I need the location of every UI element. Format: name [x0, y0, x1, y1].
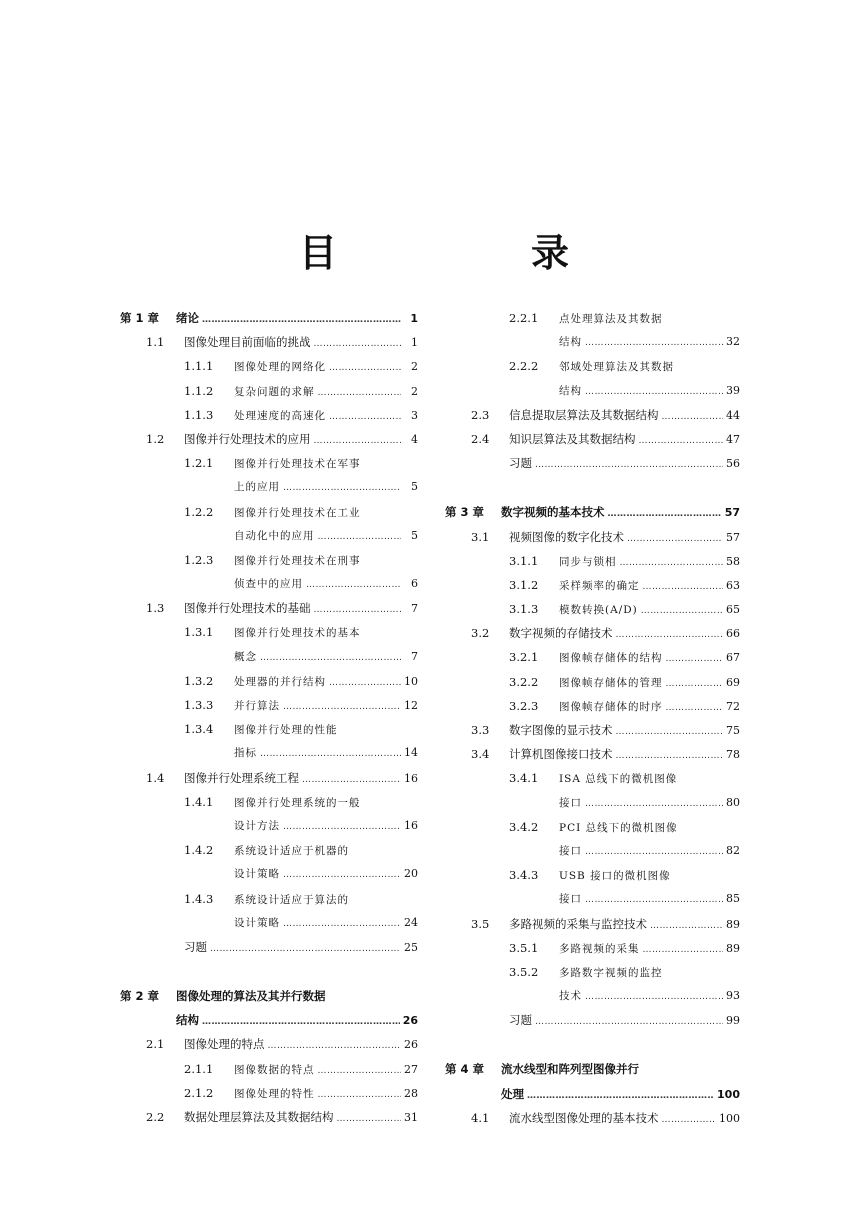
toc-entry	[120, 306, 418, 330]
toc-entry-title: 知识层算法及其数据结构	[509, 431, 636, 446]
toc-entry	[445, 306, 740, 330]
toc-entry-page: 67	[726, 651, 740, 665]
toc-entry-title: 图像并行处理技术的基础	[184, 601, 311, 616]
toc-entry	[120, 500, 418, 524]
toc-entry-number: 3.4.1	[509, 771, 539, 786]
toc-entry-page: 100	[719, 1111, 740, 1125]
toc-entry	[120, 548, 418, 572]
toc-left-column	[120, 306, 418, 1129]
toc-entry	[120, 645, 418, 669]
toc-entry-title: 习题	[509, 1013, 532, 1028]
toc-leader-dots	[302, 768, 401, 792]
toc-entry-title: 接口	[559, 796, 582, 809]
toc-entry	[445, 815, 740, 839]
toc-entry-page: 4	[411, 432, 418, 446]
toc-entry-number: 2.1	[146, 1037, 165, 1052]
toc-leader-dots	[318, 1083, 402, 1107]
toc-leader-dots	[329, 356, 401, 380]
toc-entry-page: 47	[726, 432, 740, 446]
toc-entry-page: 63	[726, 578, 740, 592]
toc-entry-page: 100	[717, 1087, 740, 1101]
toc-entry-number: 3.5	[471, 916, 490, 931]
toc-leader-dots	[666, 647, 724, 671]
toc-entry-page: 25	[404, 940, 418, 954]
toc-entry-title: 图像数据的特点	[234, 1063, 315, 1076]
toc-entry	[445, 379, 740, 403]
toc-entry	[120, 330, 418, 354]
toc-entry-title: 设计策略	[234, 868, 280, 881]
toc-leader-dots	[666, 672, 724, 696]
toc-leader-dots	[641, 599, 723, 623]
toc-entry-page: 7	[411, 602, 418, 616]
toc-entry-number: 2.2.2	[509, 359, 539, 374]
toc-entry-title: 侦查中的应用	[234, 578, 303, 591]
toc-entry-title: ISA 总线下的微机图像	[559, 773, 678, 786]
toc-leader-dots	[650, 914, 723, 938]
toc-entry-title: 图像并行处理的性能	[234, 724, 338, 737]
toc-entry-title: 图像并行处理技术在工业	[234, 506, 361, 519]
toc-entry-title: 点处理算法及其数据	[559, 313, 663, 325]
toc-entry-number: 1.1.3	[184, 407, 214, 422]
toc-entry-page: 27	[404, 1062, 418, 1076]
toc-entry-page: 66	[726, 627, 740, 641]
toc-leader-dots	[608, 502, 722, 526]
toc-leader-dots	[535, 1010, 723, 1034]
toc-entry	[120, 451, 418, 475]
toc-entry-title: 概念	[234, 650, 257, 663]
toc-entry-page: 16	[404, 818, 418, 832]
toc-entry-page: 99	[726, 1014, 740, 1028]
toc-leader-dots	[314, 332, 402, 356]
toc-entry-page: 44	[726, 408, 740, 422]
toc-entry-page: 78	[726, 748, 740, 762]
toc-leader-dots	[616, 744, 724, 768]
toc-entry-page: 28	[404, 1086, 418, 1100]
toc-leader-dots	[643, 575, 724, 599]
toc-entry	[120, 741, 418, 765]
toc-entry	[120, 935, 418, 959]
toc-entry-title: 流水线型和阵列型图像并行	[501, 1062, 639, 1077]
toc-entry-page: 93	[726, 989, 740, 1003]
toc-leader-dots	[616, 720, 724, 744]
toc-leader-dots	[202, 308, 401, 332]
toc-entry-page: 10	[404, 674, 418, 688]
toc-entry	[120, 862, 418, 886]
toc-entry-page: 72	[726, 699, 740, 713]
toc-leader-dots	[662, 405, 724, 429]
toc-leader-dots	[210, 937, 401, 961]
toc-leader-dots	[318, 1059, 402, 1083]
toc-entry-title: 指标	[234, 747, 257, 760]
toc-entry	[120, 572, 418, 596]
toc-entry-title: 流水线型图像处理的基本技术	[509, 1110, 659, 1125]
toc-entry-number: 1.2.1	[184, 456, 214, 471]
toc-leader-dots	[620, 551, 724, 575]
toc-leader-dots	[260, 742, 401, 766]
toc-entry-title: 多路视频的采集与监控技术	[509, 916, 647, 931]
toc-right-column	[445, 306, 740, 1130]
toc-entry-page: 32	[726, 335, 740, 349]
toc-entry-title: 习题	[184, 939, 207, 954]
toc-entry-page: 16	[404, 771, 418, 785]
toc-entry-number: 3.2.2	[509, 674, 539, 689]
toc-entry-page: 7	[411, 649, 418, 663]
toc-entry-title: 多路数字视频的监控	[559, 966, 663, 979]
toc-entry	[445, 670, 740, 694]
toc-leader-dots	[268, 1034, 402, 1058]
toc-entry-title: 上的应用	[234, 481, 280, 494]
toc-entry	[445, 742, 740, 766]
toc-entry	[445, 984, 740, 1008]
toc-entry-number: 1.2	[146, 431, 165, 446]
toc-entry-number: 3.4	[471, 747, 490, 762]
toc-entry-number: 1.2.3	[184, 552, 214, 567]
toc-entry-title: 数字图像的显示技术	[509, 723, 613, 737]
toc-entry	[120, 1105, 418, 1129]
toc-leader-dots	[283, 863, 401, 887]
toc-leader-dots	[585, 985, 723, 1009]
toc-entry-title: 图像帧存储体的时序	[559, 700, 663, 713]
toc-entry-title: 视频图像的数字化技术	[509, 529, 624, 544]
toc-leader-dots	[306, 573, 401, 597]
toc-entry	[120, 669, 418, 693]
toc-entry	[120, 379, 418, 403]
toc-entry-number: 3.3	[471, 723, 490, 737]
toc-entry-title: 系统设计适应于机器的	[234, 845, 349, 858]
toc-entry-number: 1.3.3	[184, 698, 214, 712]
toc-entry-number: 3.1.1	[509, 553, 539, 568]
toc-leader-dots	[585, 792, 723, 816]
toc-entry-number: 1.2.2	[184, 504, 214, 519]
toc-entry-number: 1.1	[146, 335, 165, 350]
toc-entry	[445, 573, 740, 597]
toc-entry-page: 5	[411, 480, 418, 494]
toc-entry-page: 24	[404, 915, 418, 929]
toc-entry-title: 图像处理的算法及其并行数据	[176, 989, 326, 1004]
toc-entry-title: 模数转换(A/D)	[559, 604, 638, 617]
toc-entry-number: 2.1.2	[184, 1085, 214, 1100]
toc-entry	[445, 621, 740, 645]
toc-entry	[445, 427, 740, 451]
toc-entry-title: USB 接口的微机图像	[559, 870, 671, 883]
toc-entry-title: 图像处理的特点	[184, 1037, 265, 1052]
toc-entry-number: 2.2	[146, 1110, 165, 1124]
toc-entry	[445, 1008, 740, 1032]
toc-entry	[445, 597, 740, 621]
toc-entry	[120, 693, 418, 717]
toc-leader-dots	[283, 912, 401, 936]
toc-leader-dots	[329, 671, 401, 695]
toc-entry	[445, 960, 740, 984]
toc-entry	[445, 403, 740, 427]
toc-entry-number: 3.4.2	[509, 819, 539, 834]
toc-entry-number: 第 1 章	[120, 311, 160, 325]
toc-entry-title: 信息提取层算法及其数据结构	[509, 407, 659, 422]
toc-entry	[445, 1057, 740, 1081]
toc-leader-dots	[666, 696, 724, 720]
toc-entry-title: 图像帧存储体的结构	[559, 652, 663, 665]
toc-entry-page: 1	[410, 312, 418, 325]
toc-entry-number: 1.3.4	[184, 722, 214, 737]
toc-entry-number: 1.4	[146, 770, 165, 785]
toc-entry-number: 3.2	[471, 626, 490, 641]
toc-entry-page: 85	[726, 892, 740, 906]
toc-leader-dots	[337, 1107, 402, 1131]
toc-entry	[120, 814, 418, 838]
toc-entry-page: 82	[726, 843, 740, 857]
toc-entry-title: 多路视频的采集	[559, 942, 640, 955]
toc-entry-page: 31	[404, 1111, 418, 1124]
toc-leader-dots	[662, 1108, 717, 1132]
toc-entry	[120, 475, 418, 499]
toc-entry-title: 习题	[509, 456, 532, 471]
toc-entry-title: 图像并行处理技术的应用	[184, 431, 311, 446]
toc-entry	[120, 354, 418, 378]
toc-entry	[445, 912, 740, 936]
toc-entry-page: 6	[411, 577, 418, 591]
toc-entry-page: 2	[411, 360, 418, 374]
toc-leader-dots	[318, 381, 402, 405]
toc-leader-dots	[535, 453, 723, 477]
toc-entry	[445, 936, 740, 960]
toc-entry-title: 计算机图像接口技术	[509, 747, 613, 762]
toc-entry	[445, 500, 740, 524]
toc-entry-title: 图像处理的网络化	[234, 361, 326, 374]
toc-entry-page: 58	[726, 554, 740, 568]
toc-entry-title: 并行算法	[234, 700, 280, 712]
toc-entry-number: 2.1.1	[184, 1061, 214, 1076]
toc-entry-title: 图像并行处理技术在刑事	[234, 554, 361, 567]
toc-entry-title: 邻域处理算法及其数据	[559, 361, 674, 374]
toc-entry-number: 1.3	[146, 601, 165, 616]
toc-entry-number: 2.2.1	[509, 311, 539, 325]
toc-entry-page: 57	[724, 506, 740, 520]
toc-entry-title: 结构	[559, 336, 582, 349]
toc-entry-title: 结构	[176, 1013, 199, 1028]
toc-entry-title: 处理	[501, 1086, 524, 1101]
toc-entry-number: 3.1.3	[509, 602, 539, 617]
toc-entry	[120, 911, 418, 935]
toc-entry-number: 1.3.2	[184, 673, 214, 688]
toc-leader-dots	[283, 815, 401, 839]
toc-leader-dots	[314, 429, 402, 453]
toc-entry-title: 图像处理的特性	[234, 1087, 315, 1100]
toc-leader-dots	[627, 527, 723, 551]
toc-entry-number: 1.4.1	[184, 794, 214, 809]
page-title: 目 录	[298, 231, 647, 275]
toc-entry-title: 技术	[559, 990, 582, 1003]
toc-entry-title: 系统设计适应于算法的	[234, 893, 349, 906]
toc-entry-number: 3.2.1	[509, 650, 539, 665]
toc-entry	[445, 354, 740, 378]
toc-entry	[120, 1081, 418, 1105]
toc-entry-title: 绪论	[176, 311, 199, 325]
toc-entry-title: 自动化中的应用	[234, 529, 315, 542]
toc-leader-dots	[585, 888, 723, 912]
toc-entry	[445, 839, 740, 863]
toc-leader-dots	[585, 380, 723, 404]
toc-entry-title: 同步与锁相	[559, 555, 617, 568]
toc-entry-title: 图像处理目前面临的挑战	[184, 335, 311, 350]
toc-entry	[120, 524, 418, 548]
toc-entry-page: 65	[726, 603, 740, 617]
toc-entry	[445, 1106, 740, 1130]
toc-entry-number: 第 4 章	[445, 1062, 485, 1077]
toc-entry	[445, 525, 740, 549]
toc-leader-dots	[643, 938, 724, 962]
toc-entry	[120, 1057, 418, 1081]
toc-entry-title: 数字视频的存储技术	[509, 626, 613, 641]
toc-entry-number: 3.4.3	[509, 868, 539, 883]
toc-entry-number: 1.1.2	[184, 383, 214, 398]
toc-entry-page: 69	[726, 675, 740, 689]
toc-entry-page: 89	[726, 941, 740, 955]
toc-entry-title: 图像帧存储体的管理	[559, 676, 663, 689]
toc-entry-number: 2.3	[471, 407, 490, 422]
toc-leader-dots	[527, 1084, 714, 1108]
toc-leader-dots	[318, 525, 402, 549]
toc-entry	[445, 863, 740, 887]
toc-entry-page: 57	[726, 530, 740, 544]
toc-entry-title: 复杂问题的求解	[234, 385, 315, 398]
toc-entry-title: 处理速度的高速化	[234, 409, 326, 422]
toc-entry	[445, 451, 740, 475]
toc-leader-dots	[283, 476, 401, 500]
toc-entry	[120, 790, 418, 814]
toc-entry-number: 1.4.3	[184, 891, 214, 906]
toc-entry-page: 26	[404, 1038, 418, 1052]
toc-entry-page: 14	[404, 746, 418, 760]
toc-entry-title: 采样频率的确定	[559, 579, 640, 592]
toc-entry	[120, 403, 418, 427]
toc-entry-number: 3.1	[471, 529, 490, 544]
toc-entry-number: 第 2 章	[120, 989, 160, 1004]
toc-entry	[445, 330, 740, 354]
toc-entry	[120, 717, 418, 741]
toc-entry-page: 20	[404, 867, 418, 881]
toc-entry-title: 处理器的并行结构	[234, 675, 326, 688]
toc-entry-number: 3.5.1	[509, 940, 539, 955]
toc-entry-page: 1	[411, 336, 418, 350]
toc-entry-title: 设计方法	[234, 819, 280, 832]
toc-entry-title: 数字视频的基本技术	[501, 505, 605, 520]
toc-entry-number: 3.5.2	[509, 964, 539, 979]
toc-entry-page: 39	[726, 383, 740, 397]
toc-entry	[445, 549, 740, 573]
toc-entry	[120, 887, 418, 911]
toc-leader-dots	[260, 646, 401, 670]
toc-entry-page: 5	[411, 528, 418, 542]
toc-leader-dots	[202, 1010, 400, 1034]
toc-entry-number: 3.2.3	[509, 698, 539, 713]
toc-leader-dots	[616, 623, 724, 647]
toc-leader-dots	[585, 840, 723, 864]
toc-entry	[120, 1032, 418, 1056]
toc-entry	[445, 1082, 740, 1106]
toc-entry-title: 图像并行处理技术的基本	[234, 627, 361, 640]
toc-entry-page: 2	[411, 384, 418, 398]
toc-entry	[120, 620, 418, 644]
toc-entry-title: 图像并行处理技术在军事	[234, 458, 361, 471]
toc-leader-dots	[585, 331, 723, 355]
toc-entry-page: 12	[404, 699, 418, 712]
toc-entry-page: 80	[726, 795, 740, 809]
toc-entry-page: 75	[726, 724, 740, 737]
toc-entry	[445, 718, 740, 742]
toc-entry-title: 结构	[559, 384, 582, 397]
toc-entry-title: 接口	[559, 893, 582, 906]
toc-entry-number: 2.4	[471, 431, 490, 446]
toc-entry	[120, 838, 418, 862]
toc-entry-title: 图像并行处理系统的一般	[234, 796, 361, 809]
toc-entry-number: 4.1	[471, 1110, 490, 1125]
toc-entry-number: 3.1.2	[509, 577, 539, 592]
toc-entry	[445, 887, 740, 911]
toc-entry	[120, 427, 418, 451]
toc-entry	[445, 791, 740, 815]
toc-entry	[445, 645, 740, 669]
toc-entry	[120, 984, 418, 1008]
toc-entry-page: 56	[726, 457, 740, 471]
toc-entry	[120, 1008, 418, 1032]
toc-leader-dots	[329, 405, 401, 429]
toc-entry-page: 89	[726, 917, 740, 931]
toc-entry-number: 1.3.1	[184, 625, 214, 640]
toc-entry-title: 设计策略	[234, 916, 280, 929]
toc-entry-page: 3	[411, 408, 418, 422]
toc-entry-title: 数据处理层算法及其数据结构	[184, 1110, 334, 1124]
toc-leader-dots	[314, 598, 402, 622]
toc-entry-title: 图像并行处理系统工程	[184, 770, 299, 785]
toc-entry-title: PCI 总线下的微机图像	[559, 821, 678, 834]
toc-entry	[120, 766, 418, 790]
toc-entry-number: 第 3 章	[445, 505, 485, 520]
toc-entry	[445, 766, 740, 790]
toc-entry-number: 1.1.1	[184, 359, 214, 374]
toc-entry-title: 接口	[559, 844, 582, 857]
toc-entry-number: 1.4.2	[184, 843, 214, 858]
toc-entry	[120, 596, 418, 620]
toc-entry-page: 26	[402, 1014, 418, 1028]
toc-leader-dots	[639, 429, 724, 453]
toc-entry	[445, 694, 740, 718]
toc-leader-dots	[283, 695, 401, 719]
